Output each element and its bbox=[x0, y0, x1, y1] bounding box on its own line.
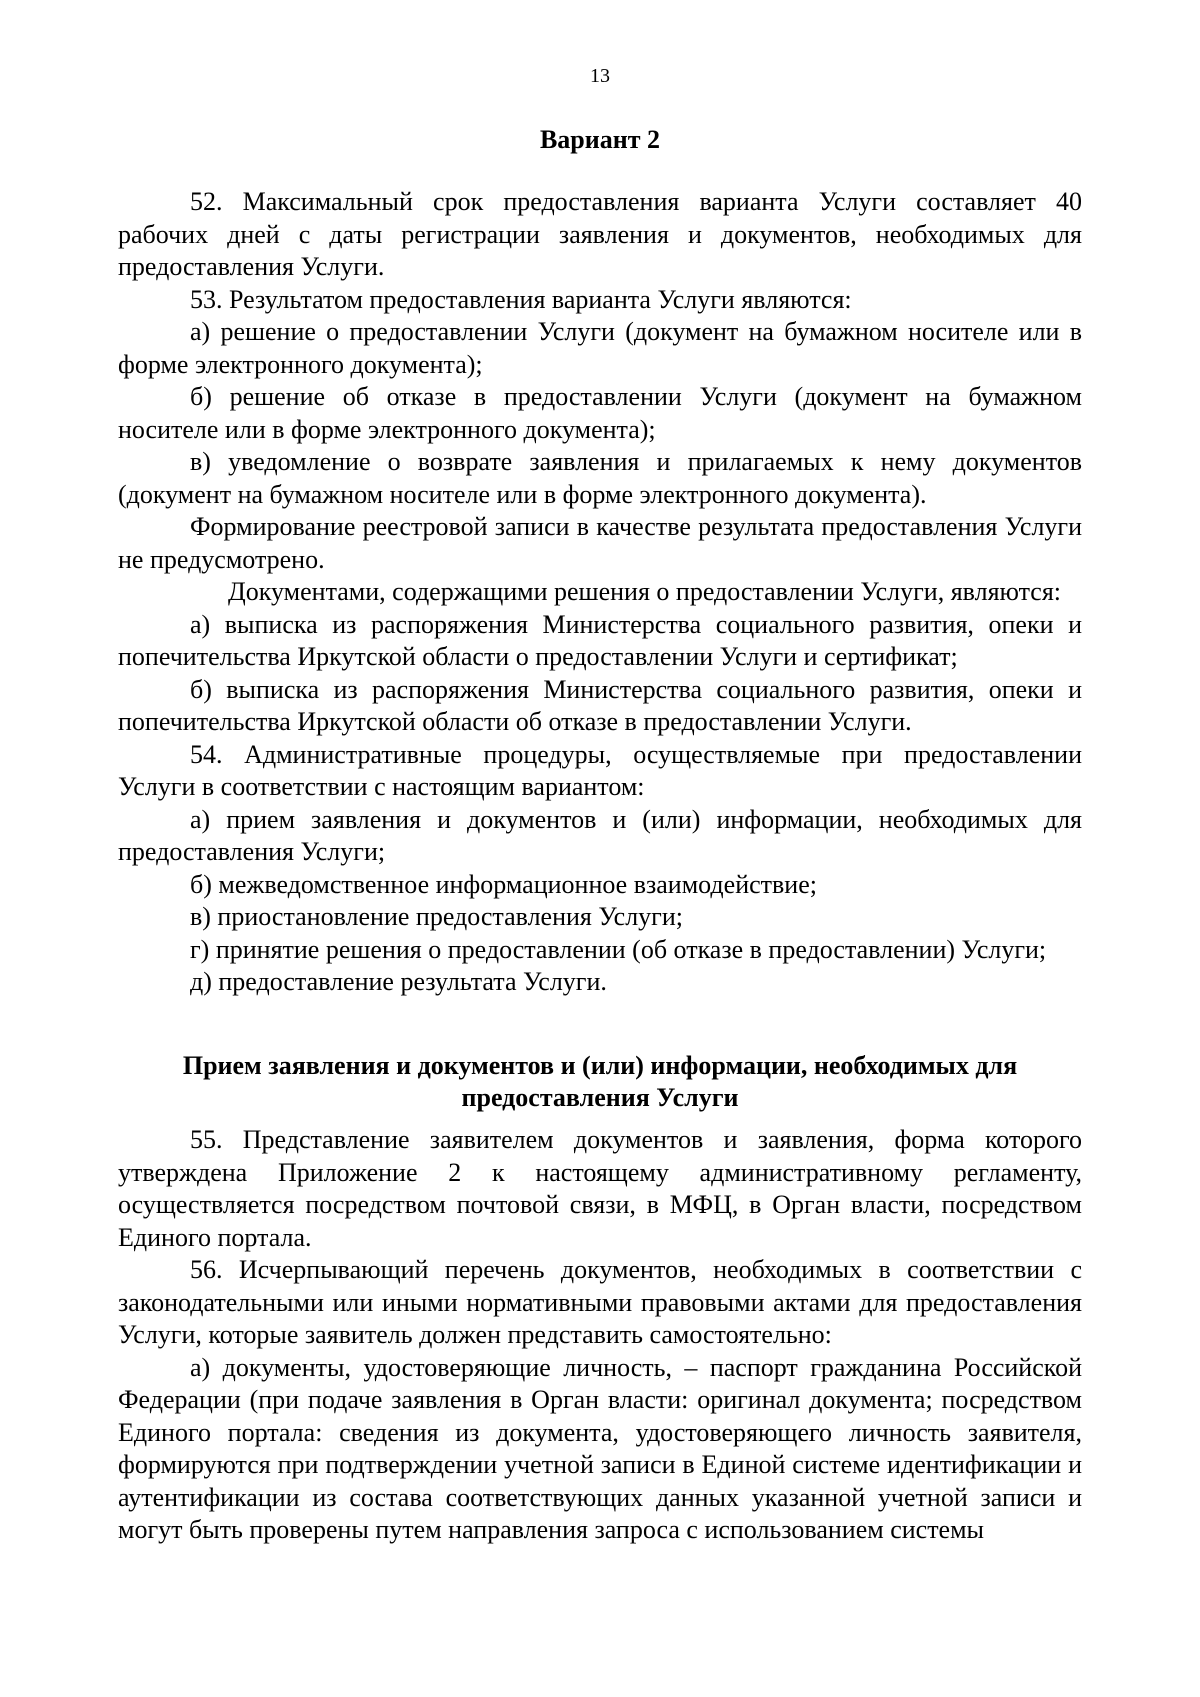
text-block-2 bbox=[118, 1124, 1082, 1547]
section-heading bbox=[118, 1050, 1082, 1114]
paragraph-53-a: а) решение о предоставлении Услуги (документ на бумажном носителе или в форме электронного документа); bbox=[118, 317, 1082, 379]
paragraph-56: 56. Исчерпывающий перечень документов, необходимых в соответствии с законодательными или иными нормативными правовыми актами для предоставления Услуги, которые заявитель должен представить самостоятельно: bbox=[118, 1255, 1082, 1349]
paragraph-54-b: б) межведомственное информационное взаимодействие; bbox=[190, 869, 817, 899]
section-heading-line-1: Прием заявления и документов и (или) информации, необходимых для bbox=[182, 1051, 1018, 1080]
text-block-1 bbox=[118, 186, 1082, 999]
paragraph-decision-a: а) выписка из распоряжения Министерства социального развития, опеки и попечительства Иркутской области о предоставлении Услуги и сертификат; bbox=[118, 609, 1082, 671]
paragraph-53-b: б) решение об отказе в предоставлении Услуги (документ на бумажном носителе или в форме электронного документа); bbox=[118, 382, 1082, 444]
page-number: 13 bbox=[590, 65, 610, 87]
paragraph-decision-b: б) выписка из распоряжения Министерства социального развития, опеки и попечительства Иркутской области об отказе в предоставлении Услуги. bbox=[118, 674, 1082, 736]
paragraph-54-a: а) прием заявления и документов и (или) информации, необходимых для предоставления Услуги; bbox=[118, 804, 1082, 866]
paragraph-53-v: в) уведомление о возврате заявления и прилагаемых к нему документов (документ на бумажном носителе или в форме электронного документа). bbox=[118, 447, 1082, 509]
section-heading-line-2: предоставления Услуги bbox=[461, 1083, 739, 1112]
paragraph-56-a: а) документы, удостоверяющие личность, – паспорт гражданина Российской Федерации (при подаче заявления в Орган власти: оригинал документа; посредством Единого портала: сведения из документа, удостоверяющего личность заявителя, формируются при подтверждении учетной записи в Единой системе идентификации и аутентификации из состава соответствующих данных указанной учетной записи и могут быть проверены путем направления запроса с использованием системы bbox=[118, 1352, 1082, 1544]
paragraph-52: 52. Максимальный срок предоставления варианта Услуги составляет 40 рабочих дней с даты регистрации заявления и документов, необходимых для предоставления Услуги. bbox=[118, 187, 1082, 281]
paragraph-54-g: г) принятие решения о предоставлении (об отказе в предоставлении) Услуги; bbox=[190, 934, 1047, 964]
variant-heading: Вариант 2 bbox=[539, 125, 661, 154]
paragraph-54-d: д) предоставление результата Услуги. bbox=[190, 967, 607, 996]
paragraph-54: 54. Административные процедуры, осуществляемые при предоставлении Услуги в соответствии с настоящим вариантом: bbox=[118, 739, 1082, 801]
paragraph-54-v: в) приостановление предоставления Услуги; bbox=[190, 902, 683, 931]
paragraph-registry-record: Формирование реестровой записи в качестве результата предоставления Услуги не предусмотрено. bbox=[118, 512, 1082, 574]
paragraph-decision-documents: Документами, содержащими решения о предоставлении Услуги, являются: bbox=[228, 577, 1062, 606]
paragraph-55: 55. Представление заявителем документов и заявления, форма которого утверждена Приложение 2 к настоящему административному регламенту, осуществляется посредством почтовой связи, в МФЦ, в Орган власти, посредством Единого портала. bbox=[118, 1125, 1082, 1252]
paragraph-53: 53. Результатом предоставления варианта Услуги являются: bbox=[190, 284, 852, 314]
